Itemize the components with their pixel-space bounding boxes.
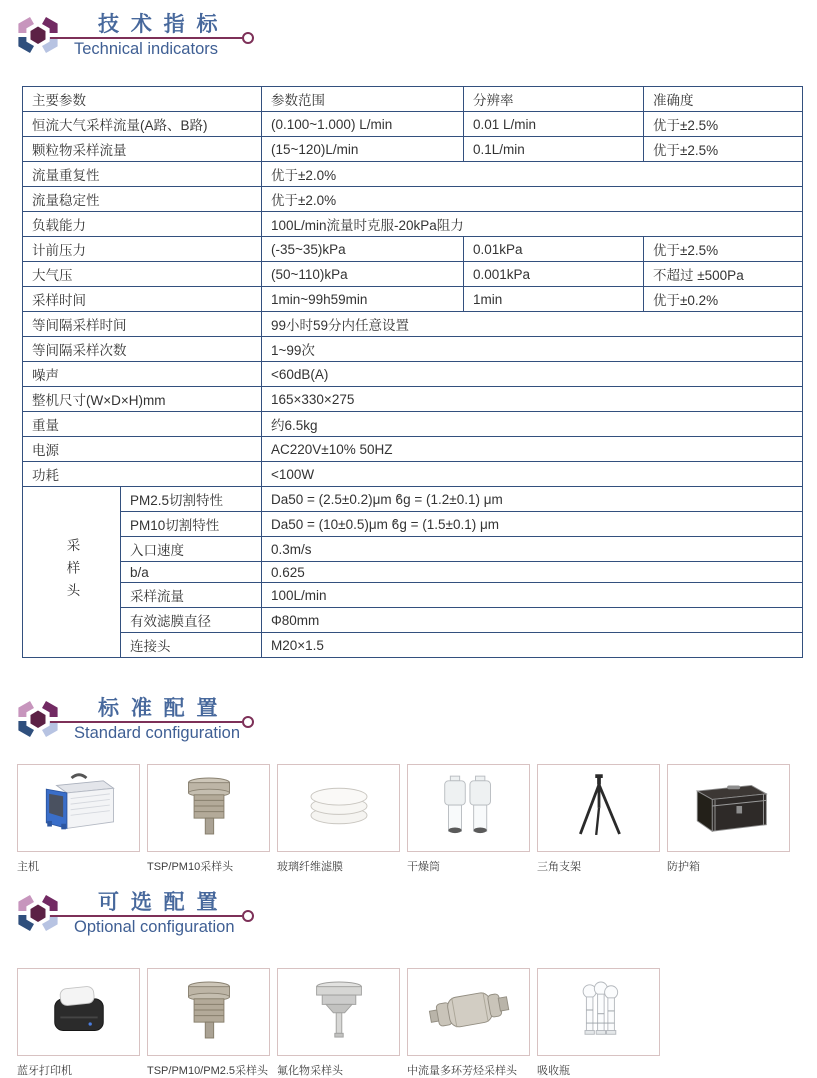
spec-table-body — [23, 112, 803, 658]
param-label: 噪声 — [23, 362, 262, 387]
spec-row — [23, 237, 803, 262]
spec-row — [23, 212, 803, 237]
product-label: 氟化物采样头 — [277, 1065, 343, 1077]
product-label: 防护箱 — [667, 861, 700, 873]
col-header-accuracy: 准确度 — [644, 87, 803, 112]
title-end-ring-icon — [242, 910, 254, 922]
param-label: 大气压 — [23, 262, 262, 287]
param-value: M20×1.5 — [262, 633, 803, 658]
param-label: 有效滤膜直径 — [121, 608, 262, 633]
param-label: 重量 — [23, 412, 262, 437]
sampling-head-icon — [153, 768, 265, 849]
param-value: Da50 = (2.5±0.2)μm ϐg = (1.2±0.1) μm — [262, 487, 803, 512]
spec-row — [23, 633, 803, 658]
param-label: 电源 — [23, 437, 262, 462]
param-label: 采样流量 — [121, 583, 262, 608]
param-label: 流量稳定性 — [23, 187, 262, 212]
col-header-parameter: 主要参数 — [23, 87, 262, 112]
spec-row — [23, 583, 803, 608]
spec-table — [22, 86, 803, 658]
config-item — [147, 764, 270, 874]
product-image-frame — [407, 968, 530, 1056]
product-image-frame — [277, 968, 400, 1056]
spec-row — [23, 462, 803, 487]
product-label: 玻璃纤维滤膜 — [277, 861, 343, 873]
pah-head-icon — [413, 972, 525, 1053]
product-label: TSP/PM10/PM2.5采样头 — [147, 1065, 269, 1077]
param-label: 颗粒物采样流量 — [23, 137, 262, 162]
param-label: 功耗 — [23, 462, 262, 487]
spec-row — [23, 362, 803, 387]
standard-config-cards — [17, 764, 817, 874]
param-label: 等间隔采样时间 — [23, 312, 262, 337]
product-image-frame — [537, 764, 660, 852]
spec-row — [23, 137, 803, 162]
param-value: 99小时59分内任意设置 — [262, 312, 803, 337]
param-value: Da50 = (10±0.5)μm ϐg = (1.5±0.1) μm — [262, 512, 803, 537]
config-item — [277, 764, 400, 874]
param-value: (50~110)kPa — [262, 262, 464, 287]
spec-row — [23, 162, 803, 187]
config-item — [537, 968, 660, 1078]
title-end-ring-icon — [242, 716, 254, 728]
spec-row — [23, 312, 803, 337]
bluetooth-printer-icon — [23, 972, 135, 1053]
spec-row — [23, 608, 803, 633]
param-value: 100L/min流量时克服-20kPa阻力 — [262, 212, 803, 237]
section-header-standard — [14, 692, 314, 748]
title-end-ring-icon — [242, 32, 254, 44]
hexagon-logo-icon — [14, 694, 66, 744]
spec-row — [23, 437, 803, 462]
config-item — [407, 968, 530, 1078]
param-value: 约6.5kg — [262, 412, 803, 437]
section-title-zh: 标 准 配 置 — [98, 697, 221, 720]
spec-row — [23, 537, 803, 562]
drying-tube-icon — [413, 768, 525, 849]
group-label: 采样头 — [23, 487, 121, 658]
product-image-frame — [147, 764, 270, 852]
tripod-icon — [543, 768, 655, 849]
main-unit-icon — [23, 768, 135, 849]
spec-row — [23, 487, 803, 512]
product-label: 主机 — [17, 861, 39, 873]
spec-header-row — [23, 87, 803, 112]
section-title-zh: 可 选 配 置 — [98, 891, 221, 914]
param-value: Φ80mm — [262, 608, 803, 633]
spec-row — [23, 412, 803, 437]
param-label: 恒流大气采样流量(A路、B路) — [23, 112, 262, 137]
param-value: 优于±2.5% — [644, 237, 803, 262]
param-value: (0.100~1.000) L/min — [262, 112, 464, 137]
spec-row — [23, 562, 803, 583]
hexagon-logo-icon — [14, 10, 66, 60]
param-label: PM10切割特性 — [121, 512, 262, 537]
spec-row — [23, 512, 803, 537]
param-label: 流量重复性 — [23, 162, 262, 187]
spec-row — [23, 287, 803, 312]
config-item — [407, 764, 530, 874]
product-image-frame — [277, 764, 400, 852]
param-value: 0.1L/min — [464, 137, 644, 162]
param-label: 入口速度 — [121, 537, 262, 562]
config-item — [277, 968, 400, 1078]
filter-membrane-icon — [283, 768, 395, 849]
product-label: 蓝牙打印机 — [17, 1065, 72, 1077]
param-value: 1min~99h59min — [262, 287, 464, 312]
param-label: 负载能力 — [23, 212, 262, 237]
param-value: 优于±2.5% — [644, 137, 803, 162]
param-value: 优于±2.5% — [644, 112, 803, 137]
product-image-frame — [537, 968, 660, 1056]
product-label: 中流量多环芳烃采样头 — [407, 1065, 517, 1077]
sampling-head-icon — [153, 972, 265, 1053]
product-image-frame — [17, 764, 140, 852]
param-value: 165×330×275 — [262, 387, 803, 412]
section-title-en: Optional configuration — [74, 918, 235, 936]
param-value: 优于±0.2% — [644, 287, 803, 312]
param-label: 计前压力 — [23, 237, 262, 262]
product-image-frame — [147, 968, 270, 1056]
spec-row — [23, 262, 803, 287]
config-item — [147, 968, 270, 1078]
param-label: 连接头 — [121, 633, 262, 658]
product-label: TSP/PM10采样头 — [147, 861, 234, 873]
col-header-range: 参数范围 — [262, 87, 464, 112]
param-label: 整机尺寸(W×D×H)mm — [23, 387, 262, 412]
product-label: 吸收瓶 — [537, 1065, 570, 1077]
section-title-en: Technical indicators — [74, 40, 218, 58]
col-header-resolution: 分辨率 — [464, 87, 644, 112]
param-value: 优于±2.0% — [262, 187, 803, 212]
param-value: 不超过 ±500Pa — [644, 262, 803, 287]
param-value: 1min — [464, 287, 644, 312]
param-value: 0.01 L/min — [464, 112, 644, 137]
spec-row — [23, 112, 803, 137]
spec-row — [23, 387, 803, 412]
param-value: 优于±2.0% — [262, 162, 803, 187]
param-value: 0.01kPa — [464, 237, 644, 262]
param-value: <60dB(A) — [262, 362, 803, 387]
param-value: 0.3m/s — [262, 537, 803, 562]
product-image-frame — [17, 968, 140, 1056]
param-value: <100W — [262, 462, 803, 487]
protective-case-icon — [673, 768, 785, 849]
config-item — [667, 764, 790, 874]
optional-config-cards — [17, 968, 817, 1078]
absorption-bottle-icon — [543, 972, 655, 1053]
section-header-optional — [14, 886, 314, 942]
spec-row — [23, 337, 803, 362]
product-image-frame — [407, 764, 530, 852]
hexagon-logo-icon — [14, 888, 66, 938]
param-value: (15~120)L/min — [262, 137, 464, 162]
param-value: 0.625 — [262, 562, 803, 583]
config-item — [17, 968, 140, 1078]
spec-row — [23, 187, 803, 212]
param-value: 1~99次 — [262, 337, 803, 362]
product-label: 三角支架 — [537, 861, 581, 873]
product-image-frame — [667, 764, 790, 852]
param-label: PM2.5切割特性 — [121, 487, 262, 512]
param-value: (-35~35)kPa — [262, 237, 464, 262]
param-label: 采样时间 — [23, 287, 262, 312]
param-value: 100L/min — [262, 583, 803, 608]
param-value: 0.001kPa — [464, 262, 644, 287]
param-label: b/a — [121, 562, 262, 583]
section-title-zh: 技 术 指 标 — [98, 13, 221, 36]
param-label: 等间隔采样次数 — [23, 337, 262, 362]
section-header-technical — [14, 8, 314, 64]
param-value: AC220V±10% 50HZ — [262, 437, 803, 462]
product-label: 干燥筒 — [407, 861, 440, 873]
section-title-en: Standard configuration — [74, 724, 241, 742]
config-item — [537, 764, 660, 874]
fluoride-head-icon — [283, 972, 395, 1053]
config-item — [17, 764, 140, 874]
